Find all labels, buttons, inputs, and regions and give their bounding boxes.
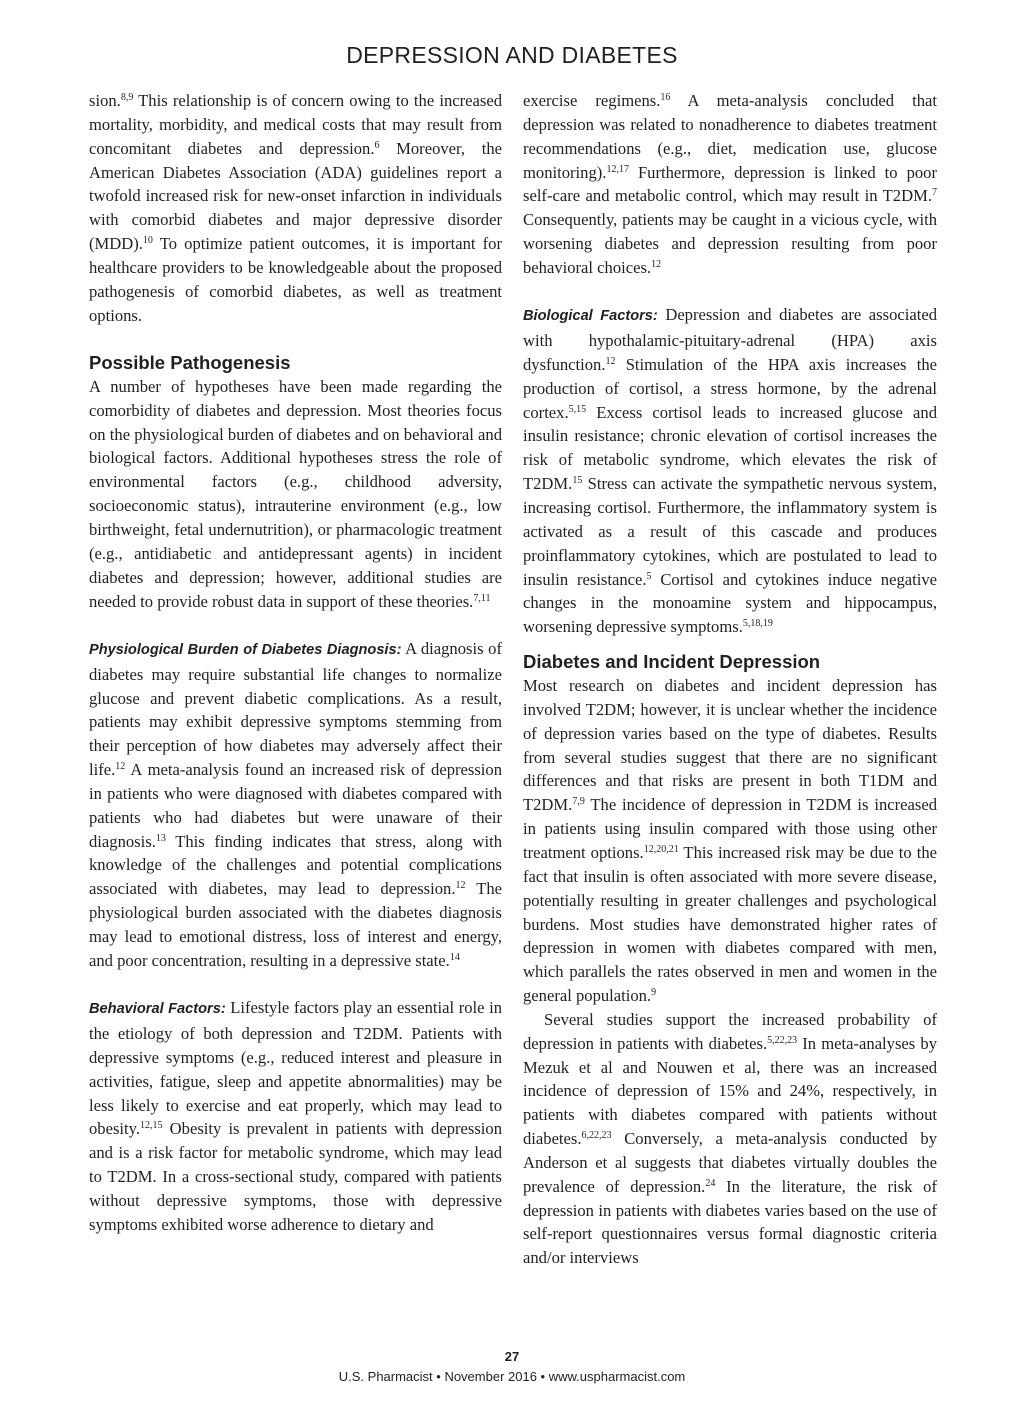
citation-superscript: 15 (572, 475, 583, 487)
citation-superscript: 7,11 (473, 592, 491, 604)
citation-superscript: 6 (374, 139, 380, 151)
run-in-heading-biological: Biological Factors: (523, 308, 658, 325)
citation-superscript: 7,9 (572, 796, 585, 808)
pathogenesis-paragraph: A number of hypotheses have been made regarding the comorbidity of diabetes and depression. Most theories focus on the physiological burden of diabetes and on behavioral and biological factors. Additional hypotheses stress the role of environmental factors (e.g., childhood adversity, socioeconomic status), intrauterine environment (e.g., low birthweight, fetal undernutrition), or pharmacologic treatment (e.g., antidiabetic and antidepressant agents) in incident diabetes and depression; however, additional studies are needed to provide robust data in support of these theories.$^{7,11}$ (89, 376, 502, 611)
biological-factors-paragraph (523, 303, 937, 639)
section-heading-pathogenesis: Possible Pathogenesis (89, 351, 291, 373)
citation-superscript: 5 (646, 570, 652, 582)
citation-superscript: 12,15 (140, 1120, 163, 1132)
citation-superscript: 12,17 (606, 163, 629, 175)
citation-superscript: 16 (660, 92, 671, 103)
physiological-burden-paragraph (89, 637, 502, 973)
citation-superscript: 5,15 (568, 403, 587, 415)
citation-superscript: 12 (651, 258, 662, 270)
behavioral-factors-text: Lifestyle factors play an essential role in the etiology of both depression and T2DM. Patients with depressive symptoms (e.g., reduced interest and pleasure in activities, fatigue, sleep and appetite abnormalities) may be less likely to exercise and eat properly, which may lead to obesity.$^{12,15}$ Obesity is prevalent in patients with depression and is a risk factor for metabolic syndrome, which may lead to T2DM. In a cross-sectional study, compared with patients without depressive symptoms, those with depressive symptoms exhibited worse adherence to dietary and (89, 998, 502, 1234)
citation-superscript: 12,20,21 (643, 843, 679, 855)
citation-superscript: 7 (932, 187, 937, 199)
meta-analysis-paragraph: Several studies support the increased probability of depression in patients with diabetes.$^{5,22,23}$ In meta-analyses by Mezuk et al and Nouwen et al, there was an increased incidence of depression of 15% and 24%, respectively, in patients with diabetes compared with patients without diabetes.$^{6,22,23}$ Conversely, a meta-analysis conducted by Anderson et al suggests that diabetes virtually doubles the prevalence of depression.$^{24}$ In the literature, the risk of depression in patients with diabetes varies based on the use of self-report questionnaires versus formal diagnostic criteria and/or interviews (523, 1009, 937, 1268)
footer-publication-line: U.S. Pharmacist • November 2016 • www.uspharmacist.com (338, 1369, 686, 1384)
page-number: 27 (504, 1349, 520, 1364)
citation-superscript: 9 (651, 987, 657, 999)
citation-superscript: 24 (705, 1177, 716, 1189)
citation-superscript: 12 (605, 355, 616, 367)
citation-superscript: 6,22,23 (581, 1130, 612, 1142)
citation-superscript: 12 (115, 761, 126, 773)
citation-superscript: 8,9 (120, 92, 134, 103)
left-column (89, 89, 502, 1237)
behavioral-continued-paragraph: exercise regimens.$^{16}$ A meta-analysis concluded that depression was related to nonadherence to diabetes treatment recommendations (e.g., diet, medication use, glucose monitoring).$^{12,17}$ Furthermore, depression is linked to poor self-care and metabolic control, which may result in T2DM.$^7$ Consequently, patients may be caught in a vicious cycle, with worsening diabetes and depression resulting from poor behavioral choices.$^{12}$ (523, 91, 937, 277)
citation-superscript: 10 (142, 235, 153, 247)
section-heading-incident-depression: Diabetes and Incident Depression (523, 651, 821, 673)
run-in-heading-behavioral: Behavioral Factors: (89, 1001, 226, 1018)
physiological-burden-text: A diagnosis of diabetes may require substantial life changes to normalize glucose and prevent diabetic complications. As a result, patients may exhibit depressive symptoms stemming from their perception of how diabetes may adversely affect their life.$^{12}$ A meta-analysis found an increased risk of depression in patients who were diagnosed with diabetes compared with patients who had diabetes but were unaware of their diagnosis.$^{13}$ This finding indicates that stress, along with knowledge of the challenges and potential complications associated with diabetes, may lead to depression.$^{12}$ The physiological burden associated with the diabetes diagnosis may lead to emotional distress, loss of interest and energy, and poor concentration, resulting in a depressive state.$^{14}$ (89, 638, 502, 970)
citation-superscript: 5,18,19 (742, 618, 773, 630)
citation-superscript: 5,22,23 (767, 1034, 798, 1046)
run-in-heading-physiological: Physiological Burden of Diabetes Diagnosis: (89, 641, 402, 658)
right-column (523, 89, 937, 1270)
citation-superscript: 14 (449, 951, 460, 963)
behavioral-factors-paragraph (89, 996, 502, 1236)
citation-superscript: 12 (455, 880, 466, 892)
incident-depression-paragraph: Most research on diabetes and incident depression has involved T2DM; however, it is unclear whether the incidence of depression varies based on the type of diabetes. Results from several studies suggest that there are no significant differences and that risks are present in both T1DM and T2DM.$^{7,9}$ The incidence of depression in T2DM is increased in patients using insulin compared with those using other treatment options.$^{12,20,21}$ This increased risk may be due to the fact that insulin is often associated with more severe disease, potentially resulting in greater challenges and psychological burdens. Most studies have demonstrated higher rates of depression in women with diabetes compared with men, which parallels the rates observed in men and women in the general population.$^9$ (523, 676, 937, 1006)
citation-superscript: 13 (155, 832, 166, 844)
running-head: DEPRESSION AND DIABETES (346, 42, 678, 68)
biological-factors-text: Depression and diabetes are associated with hypothalamic-pituitary-adrenal (HPA) axis dysfunction.$^{12}$ Stimulation of the HPA axis increases the production of cortisol, a stress hormone, by the adrenal cortex.$^{5,15}$ Excess cortisol leads to increased glucose and insulin resistance; chronic elevation of cortisol increases the risk of metabolic syndrome, which elevates the risk of T2DM.$^{15}$ Stress can activate the sympathetic nervous system, increasing cortisol. Furthermore, the inflammatory system is activated as a result of this cascade and produces proinflammatory cytokines, which are postulated to lead to insulin resistance.$^5$ Cortisol and cytokines induce negative changes in the monoamine system and hippocampus, worsening depressive symptoms.$^{5,18,19}$ (523, 305, 937, 637)
intro-paragraph: sion.$^{8,9}$ This relationship is of concern owing to the increased mortality, morbidity, and medical costs that may result from concomitant diabetes and depression.$^6$ Moreover, the American Diabetes Association (ADA) guidelines report a twofold increased risk for new-onset infarction in individuals with comorbid diabetes and major depressive disorder (MDD).$^{10}$ To optimize patient outcomes, it is important for healthcare providers to be knowledgeable about the proposed pathogenesis of comorbid diabetes, as well as treatment options. (89, 91, 502, 325)
